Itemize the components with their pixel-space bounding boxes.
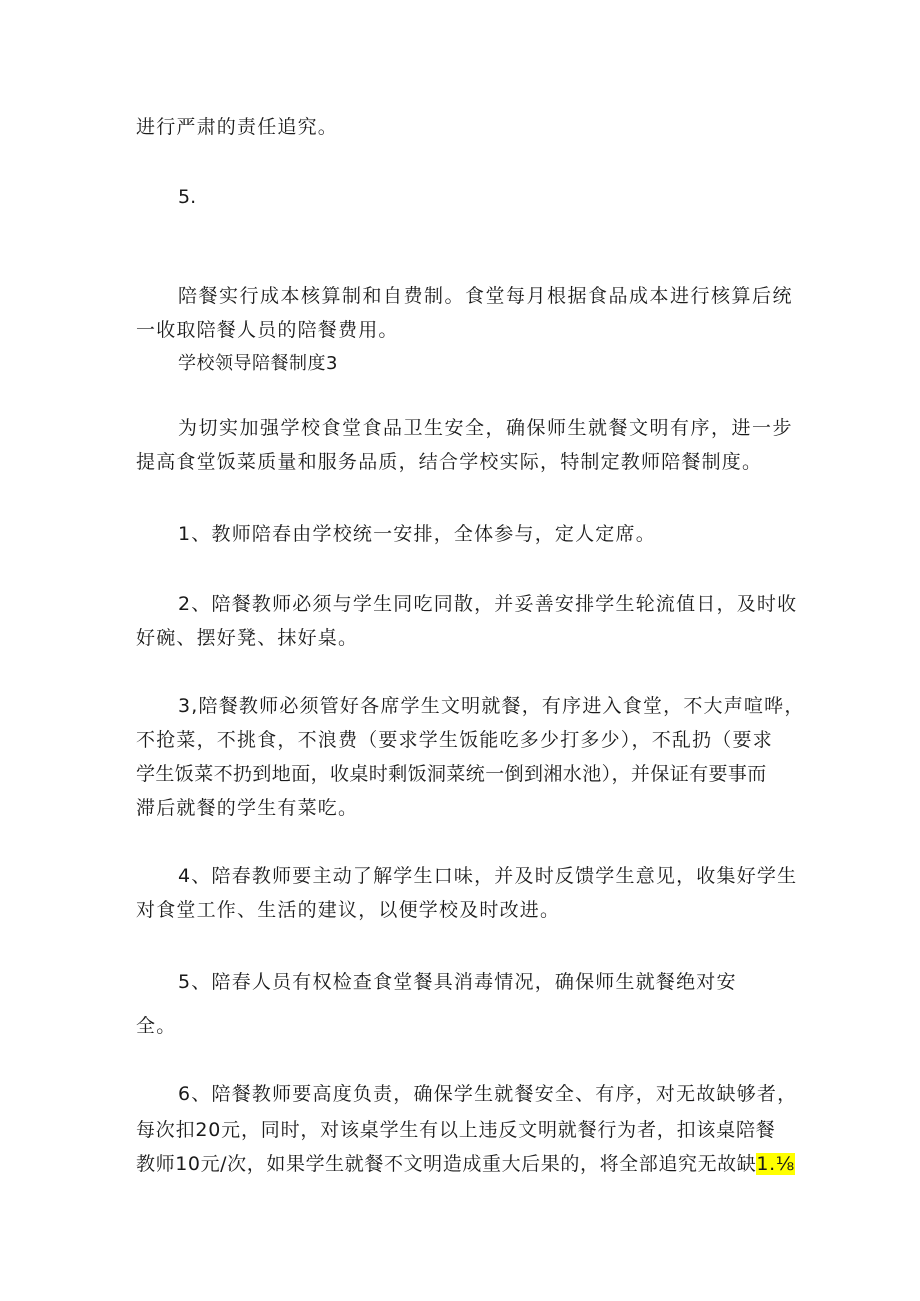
- text-line: 陪餐实行成本核算制和自费制。食堂每月根据食品成本进行核算后统: [178, 285, 794, 307]
- text-line: [136, 1151, 795, 1177]
- list-item: 3,陪餐教师必须管好各席学生文明就餐，有序进入食堂，不大声喧哗，: [178, 695, 805, 717]
- list-item: 2、陪餐教师必须与学生同吃同散，并妥善安排学生轮流值日，及时收: [178, 593, 798, 615]
- section-heading: 学校领导陪餐制度3: [178, 353, 338, 374]
- text-line: 对食堂工作、生活的建议，以便学校及时改进。: [136, 899, 561, 921]
- text-line: 一收取陪餐人员的陪餐费用。: [136, 319, 399, 341]
- list-item: 5、陪春人员有权检查食堂餐具消毒情况，确保师生就餐绝对安: [178, 971, 737, 993]
- list-item: 1、教师陪春由学校统一安排，全体参与，定人定席。: [178, 523, 656, 545]
- list-item: 6、陪餐教师要高度负责，确保学生就餐安全、有序，对无故缺够者，: [178, 1083, 798, 1105]
- text-line: 进行严肃的责任追究。: [136, 116, 339, 138]
- text-line: 为切实加强学校食堂食品卫生安全，确保师生就餐文明有序，进一步: [178, 417, 794, 439]
- text-line: 滞后就餐的学生有菜吃。: [136, 797, 359, 819]
- text-line-body: 教师10元/次，如果学生就餐不文明造成重大后果的，将全部追究无故缺: [136, 1153, 757, 1175]
- text-line: 全。: [136, 1015, 177, 1037]
- text-line: 好碗、摆好凳、抹好桌。: [136, 627, 359, 649]
- list-item: 4、陪春教师要主动了解学生口味，并及时反馈学生意见，收集好学生: [178, 865, 798, 887]
- text-line: 不抢菜，不挑食，不浪费（要求学生饭能吃多少打多少），不乱扔（要求: [136, 729, 773, 751]
- text-line: 每次扣20元，同时，对该桌学生有以上违反文明就餐行为者，扣该桌陪餐: [136, 1119, 776, 1141]
- text-line: 提高食堂饭菜质量和服务品质，结合学校实际，特制定教师陪餐制度。: [136, 451, 763, 473]
- section-number: 5.: [178, 186, 197, 208]
- highlight-mark: 1.⅛: [756, 1153, 795, 1175]
- text-line: 学生饭菜不扔到地面，收桌时剩饭洞菜统一倒到湘水池），并保证有要事而: [136, 763, 767, 785]
